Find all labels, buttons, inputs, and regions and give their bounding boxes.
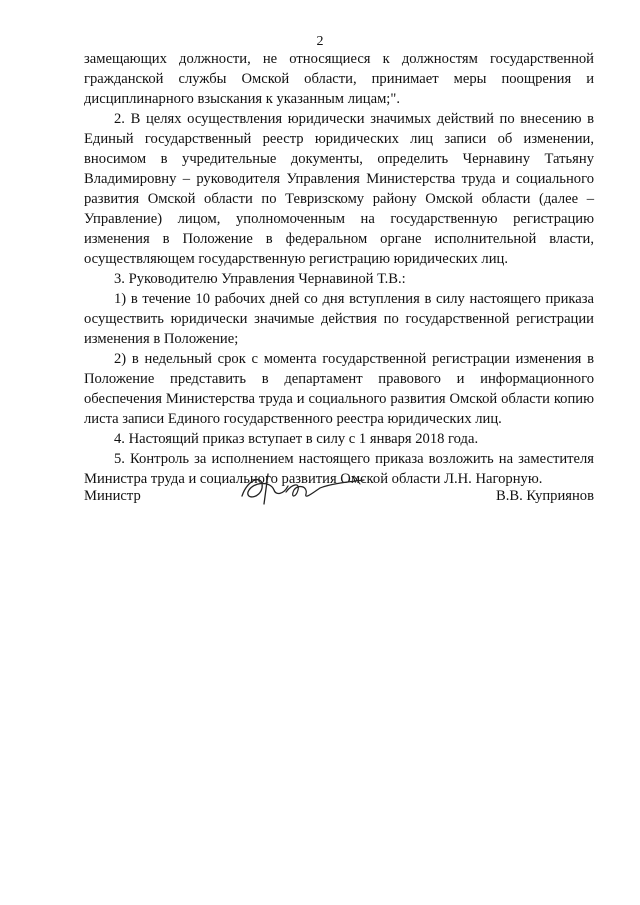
document-body <box>84 49 594 489</box>
paragraph-item-5: 5. Контроль за исполнением настоящего приказа возложить на заместителя Министра труда и социального развития Омской области Л.Н. Нагорную. <box>84 451 594 487</box>
paragraph-item-3: 3. Руководителю Управления Чернавиной Т.В.: <box>114 271 406 287</box>
paragraph-item-3-2: 2) в недельный срок с момента государственной регистрации изменения в Положение представить в департамент правового и информационного обеспечения Министерства труда и социального развития Омской области копию листа записи Единого государственного реестра юридических лиц. <box>84 351 594 427</box>
paragraph-continuation: замещающих должности, не относящиеся к должностям государственной гражданской службы Омской области, принимает меры поощрения и дисциплинарного взыскания к указанным лицам;". <box>84 51 594 107</box>
page-number: 2 <box>316 34 324 49</box>
signatory-name: В.В. Куприянов <box>496 488 594 504</box>
signature-block <box>84 468 594 518</box>
paragraph-item-3-1: 1) в течение 10 рабочих дней со дня вступления в силу настоящего приказа осуществить юридически значимые действия по государственной регистрации изменения в Положение; <box>84 291 594 347</box>
handwritten-signature <box>234 468 374 508</box>
signatory-title: Министр <box>84 488 141 504</box>
paragraph-item-2: 2. В целях осуществления юридически значимых действий по внесению в Единый государственный реестр юридических лиц записи об изменении, вносимом в учредительные документы, определить Чернавину Татьяну Владимировну – руководителя Управления Министерства труда и социального развития Омской области по Тевризскому району Омской области (далее – Управление) лицом, уполномоченным на государственную регистрацию изменения в Положение в федеральном органе исполнительной власти, осуществляющем государственную регистрацию юридических лиц. <box>84 111 594 267</box>
paragraph-item-4: 4. Настоящий приказ вступает в силу с 1 января 2018 года. <box>114 431 479 447</box>
